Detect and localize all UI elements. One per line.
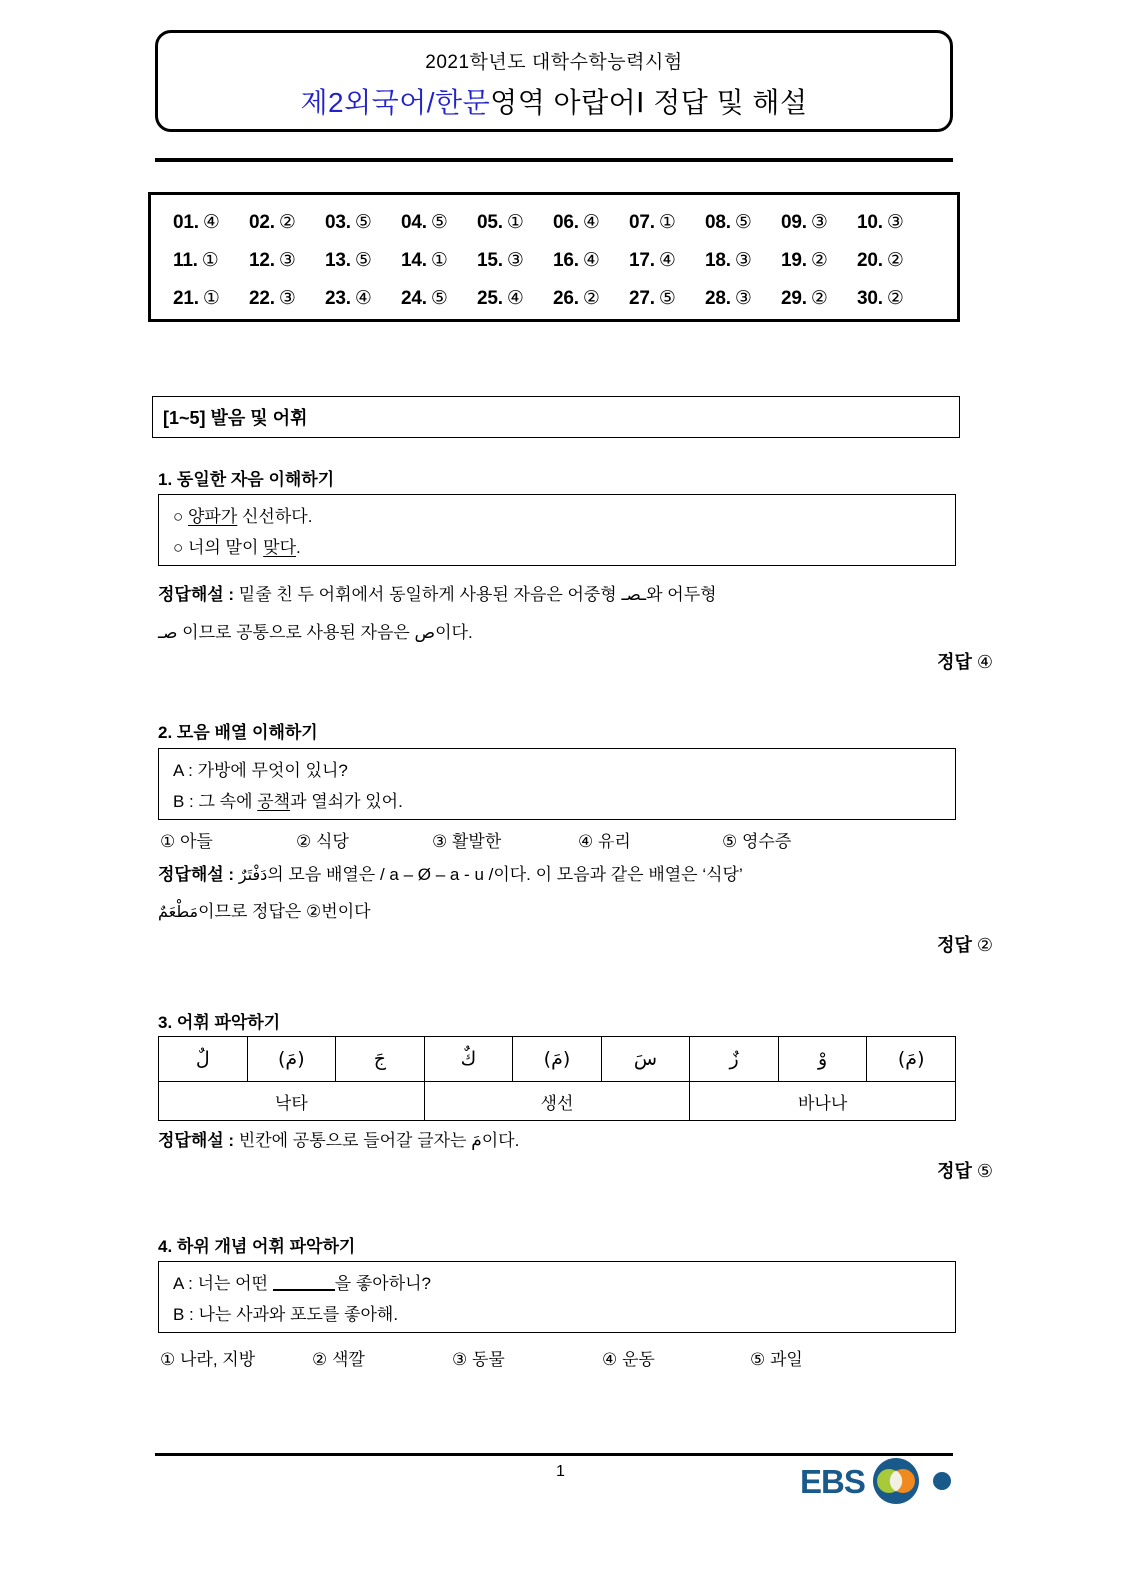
answer-key-cell [705, 249, 781, 272]
choice-label: 운동 [621, 1350, 655, 1369]
page-title-rest: 영역 아랍어Ⅰ 정답 및 해설 [490, 87, 808, 118]
stimulus-text: ○ 너의 말이 [173, 538, 264, 557]
answer-key-value: ③ [278, 249, 296, 271]
answer-key-cell [249, 249, 325, 272]
answer-key-number: 12. [249, 249, 275, 271]
answer-key-cell [477, 249, 553, 272]
answer-key-number: 26. [553, 287, 579, 309]
explanation-label: 정답해설 : [158, 865, 235, 884]
choice-label: 나라, 지방 [179, 1350, 256, 1369]
answer-key-value: ② [278, 211, 296, 233]
answer-key-number: 16. [553, 249, 579, 271]
answer-key-cell [781, 211, 857, 234]
table-cell-letter: جَ [336, 1037, 425, 1082]
choice-marker: ① [160, 832, 176, 851]
answer-key-number: 11. [173, 249, 198, 271]
question-2-title-label: 2. 모음 배열 이해하기 [158, 723, 318, 742]
answer-key-number: 13. [325, 249, 351, 271]
question-2-title [158, 718, 318, 743]
answer-key-box [148, 192, 960, 322]
question-1-stimulus-line-1 [173, 501, 955, 532]
answer-key-value: ⑤ [430, 287, 448, 309]
question-1-title-label: 1. 동일한 자음 이해하기 [158, 470, 335, 489]
choice-marker: ④ [578, 832, 594, 851]
answer-key-number: 02. [249, 211, 275, 233]
question-3-explanation [158, 1122, 958, 1160]
choice-label: 활발한 [451, 832, 502, 851]
answer-key-number: 18. [705, 249, 731, 271]
choice-label: 아들 [179, 832, 213, 851]
answer-key-value: ③ [734, 249, 752, 271]
page-title [158, 81, 950, 121]
answer-key-row [151, 279, 957, 317]
explanation-text: 이다. [481, 1131, 520, 1150]
choice-marker: ② [296, 832, 312, 851]
explanation-text: 이다. [435, 623, 473, 642]
section-header [152, 396, 960, 438]
choice-item[interactable] [602, 1345, 750, 1370]
answer-key-cell [705, 211, 781, 234]
answer-key-value: ① [430, 249, 448, 271]
ebs-logo-text: EBS [800, 1463, 865, 1500]
arabic-letter-sad: ص [414, 623, 436, 643]
arabic-letter-ma: مَ [471, 1131, 482, 1151]
header-divider [155, 158, 953, 162]
answer-value: ② [976, 935, 993, 955]
table-cell-label: 생선 [424, 1082, 690, 1121]
question-4-stimulus-box [158, 1261, 956, 1333]
answer-key-value: ④ [354, 287, 372, 309]
choice-item[interactable] [578, 827, 722, 852]
answer-value: ④ [976, 652, 993, 672]
exam-year-label: 2021학년도 대학수학능력시험 [425, 52, 683, 73]
answer-key-cell [477, 287, 553, 310]
answer-key-number: 04. [401, 211, 427, 233]
answer-key-value: ⑤ [430, 211, 448, 233]
table-cell-label: 바나나 [690, 1082, 956, 1121]
table-cell-letter: (مَ) [867, 1037, 956, 1082]
choice-item[interactable] [432, 827, 578, 852]
table-cell-letter: كٌ [424, 1037, 513, 1082]
question-3-answer-tag [937, 1157, 993, 1183]
title-box [155, 30, 953, 132]
table-cell-letter: وْ [778, 1037, 867, 1082]
answer-key-number: 22. [249, 287, 275, 309]
table-cell-letter: سَ [601, 1037, 690, 1082]
choice-marker: ② [312, 1350, 328, 1369]
answer-key-cell [781, 287, 857, 310]
answer-key-number: 21. [173, 287, 199, 309]
answer-key-number: 25. [477, 287, 503, 309]
page-title-subject: 제2외국어/한문 [300, 87, 491, 118]
answer-label: 정답 [937, 935, 972, 955]
choice-item[interactable] [452, 1345, 602, 1370]
bullet-marker: ○ [173, 507, 188, 526]
answer-key-cell [325, 287, 401, 310]
choice-label: 색깔 [331, 1350, 365, 1369]
question-2-stimulus-box [158, 748, 956, 820]
underlined-word: 양파가 [188, 507, 238, 526]
choice-item[interactable] [722, 827, 791, 852]
answer-key-cell [401, 287, 477, 310]
stimulus-text: B : 그 속에 [173, 792, 258, 811]
answer-key-value: ② [582, 287, 600, 309]
answer-key-value: ④ [506, 287, 524, 309]
answer-label: 정답 [937, 652, 972, 672]
answer-key-number: 03. [325, 211, 351, 233]
answer-key-value: ④ [202, 211, 220, 233]
answer-key-cell [553, 287, 629, 310]
explanation-text: 밑줄 친 두 어휘에서 동일하게 사용된 자음은 어중형 [234, 585, 622, 604]
question-2-choices [160, 827, 791, 852]
answer-key-number: 14. [401, 249, 427, 271]
answer-key-cell [173, 211, 249, 234]
arabic-word-matam: مَطْعَمٌ [158, 902, 199, 921]
question-4-title-label: 4. 하위 개념 어휘 파악하기 [158, 1237, 356, 1256]
answer-key-value: ④ [582, 249, 600, 271]
answer-key-value: ① [658, 211, 676, 233]
question-1-answer-tag [937, 648, 993, 674]
stimulus-text: 과 열쇠가 있어. [290, 792, 403, 811]
underlined-word: 공책 [257, 792, 291, 811]
answer-value: ⑤ [976, 1161, 993, 1181]
answer-key-cell [857, 249, 933, 272]
page-number: 1 [556, 1463, 565, 1480]
answer-key-number: 09. [781, 211, 807, 233]
footer-divider [155, 1453, 953, 1456]
table-cell-letter: زٌ [690, 1037, 779, 1082]
question-3-title [158, 1008, 280, 1033]
answer-key-number: 01. [173, 211, 199, 233]
stimulus-text: . [296, 538, 301, 557]
answer-key-number: 29. [781, 287, 807, 309]
answer-key-value: ① [201, 249, 219, 271]
choice-item[interactable] [160, 827, 296, 852]
answer-key-number: 05. [477, 211, 503, 233]
answer-key-value: ② [886, 249, 904, 271]
stimulus-text: 을 좋아하니? [334, 1274, 432, 1293]
answer-key-number: 10. [857, 211, 883, 233]
explanation-label: 정답해설 : [158, 585, 235, 604]
answer-label: 정답 [937, 1161, 972, 1181]
answer-key-cell [249, 211, 325, 234]
answer-key-number: 24. [401, 287, 427, 309]
question-2-stimulus-line-2 [173, 786, 955, 817]
choice-label: 영수증 [741, 832, 792, 851]
answer-key-cell [173, 287, 249, 310]
answer-key-cell [325, 211, 401, 234]
answer-key-cell [325, 249, 401, 272]
answer-key-cell [249, 287, 325, 310]
answer-key-number: 19. [781, 249, 807, 271]
answer-key-value: ① [506, 211, 524, 233]
answer-key-cell [629, 249, 705, 272]
explanation-label: 정답해설 : [158, 1131, 235, 1150]
section-header-label: [1~5] 발음 및 어휘 [163, 408, 308, 428]
answer-key-cell [629, 287, 705, 310]
question-1-title [158, 465, 334, 490]
choice-item[interactable] [750, 1345, 803, 1370]
answer-key-value: ④ [582, 211, 600, 233]
question-4-stimulus-line-2 [173, 1299, 955, 1330]
arabic-word-daftar: دَفْتَرٌ [238, 865, 268, 884]
answer-key-value: ① [202, 287, 220, 309]
question-3-title-label: 3. 어휘 파악하기 [158, 1013, 281, 1032]
answer-key-number: 17. [629, 249, 655, 271]
stimulus-text: A : 너는 어떤 [173, 1274, 273, 1293]
answer-key-cell [477, 211, 553, 234]
question-4-title [158, 1232, 355, 1257]
explanation-text: 의 모음 배열은 / a – Ø – a - u /이다. 이 모음과 같은 배열은 ‘식당’ [267, 865, 743, 884]
choice-marker: ③ [452, 1350, 468, 1369]
table-cell-letter: (مَ) [513, 1037, 602, 1082]
ebs-logo-mark [868, 1457, 958, 1505]
choice-label: 동물 [471, 1350, 505, 1369]
answer-key-value: ③ [886, 211, 904, 233]
answer-key-value: ⑤ [354, 249, 372, 271]
table-cell-letter: (مَ) [247, 1037, 336, 1082]
table-row-labels [159, 1082, 956, 1121]
explanation-text: 빈칸에 공통으로 들어갈 글자는 [234, 1131, 472, 1150]
stimulus-text: A : 가방에 무엇이 있니? [173, 761, 348, 780]
choice-marker: ④ [602, 1350, 618, 1369]
answer-key-value: ⑤ [658, 287, 676, 309]
stimulus-text: B : 나는 사과와 포도를 좋아해. [173, 1305, 399, 1324]
answer-key-number: 08. [705, 211, 731, 233]
answer-key-number: 30. [857, 287, 883, 309]
answer-key-cell [857, 287, 933, 310]
question-1-stimulus-line-2 [173, 532, 955, 563]
choice-marker: ① [160, 1350, 176, 1369]
answer-key-number: 20. [857, 249, 883, 271]
stimulus-text: 신선하다. [237, 507, 313, 526]
answer-key-value: ⑤ [734, 211, 752, 233]
answer-key-cell [401, 211, 477, 234]
answer-key-value: ② [886, 287, 904, 309]
question-2-explanation [158, 856, 958, 930]
choice-label: 과일 [769, 1350, 803, 1369]
arabic-letter-medial-sad: ـصـ [621, 585, 647, 605]
explanation-text: 이므로 공통으로 사용된 자음은 [177, 623, 415, 642]
answer-key-value: ③ [278, 287, 296, 309]
answer-key-cell [553, 249, 629, 272]
choice-item[interactable] [296, 827, 432, 852]
answer-key-number: 23. [325, 287, 351, 309]
answer-key-cell [401, 249, 477, 272]
answer-key-cell [173, 249, 249, 272]
arabic-letter-initial-sad: صـ [158, 623, 178, 643]
question-1-explanation [158, 576, 958, 652]
answer-key-value: ③ [506, 249, 524, 271]
choice-item[interactable] [312, 1345, 452, 1370]
question-1-stimulus-box [158, 494, 956, 566]
answer-key-cell [629, 211, 705, 234]
answer-key-cell [857, 211, 933, 234]
answer-key-number: 07. [629, 211, 655, 233]
choice-marker: ③ [432, 832, 448, 851]
table-row-letters [159, 1037, 956, 1082]
ebs-logo [800, 1457, 960, 1505]
question-2-stimulus-line-1 [173, 755, 955, 786]
choice-label: 유리 [597, 832, 631, 851]
answer-key-cell [553, 211, 629, 234]
answer-key-cell [781, 249, 857, 272]
explanation-text: 이므로 정답은 ②번이다 [198, 902, 371, 921]
answer-key-number: 28. [705, 287, 731, 309]
explanation-text: 와 어두형 [646, 585, 717, 604]
answer-key-row [151, 241, 957, 279]
answer-key-number: 15. [477, 249, 503, 271]
answer-key-value: ② [810, 249, 828, 271]
table-cell-letter: لٌ [159, 1037, 248, 1082]
answer-key-cell [705, 287, 781, 310]
choice-item[interactable] [160, 1345, 312, 1370]
choice-marker: ⑤ [750, 1350, 766, 1369]
answer-key-value: ⑤ [354, 211, 372, 233]
question-4-stimulus-line-1 [173, 1268, 955, 1299]
choice-label: 식당 [315, 832, 349, 851]
answer-key-value: ③ [810, 211, 828, 233]
question-3-table [158, 1036, 956, 1121]
table-cell-label: 낙타 [159, 1082, 425, 1121]
choice-marker: ⑤ [722, 832, 738, 851]
answer-key-value: ② [810, 287, 828, 309]
answer-key-value: ④ [658, 249, 676, 271]
answer-key-row [151, 203, 957, 241]
underlined-word: 맞다 [263, 538, 296, 557]
answer-key-number: 27. [629, 287, 655, 309]
answer-key-number: 06. [553, 211, 579, 233]
blank-underline [273, 1289, 335, 1291]
question-2-answer-tag [937, 931, 993, 957]
answer-key-value: ③ [734, 287, 752, 309]
question-4-choices [160, 1345, 803, 1370]
